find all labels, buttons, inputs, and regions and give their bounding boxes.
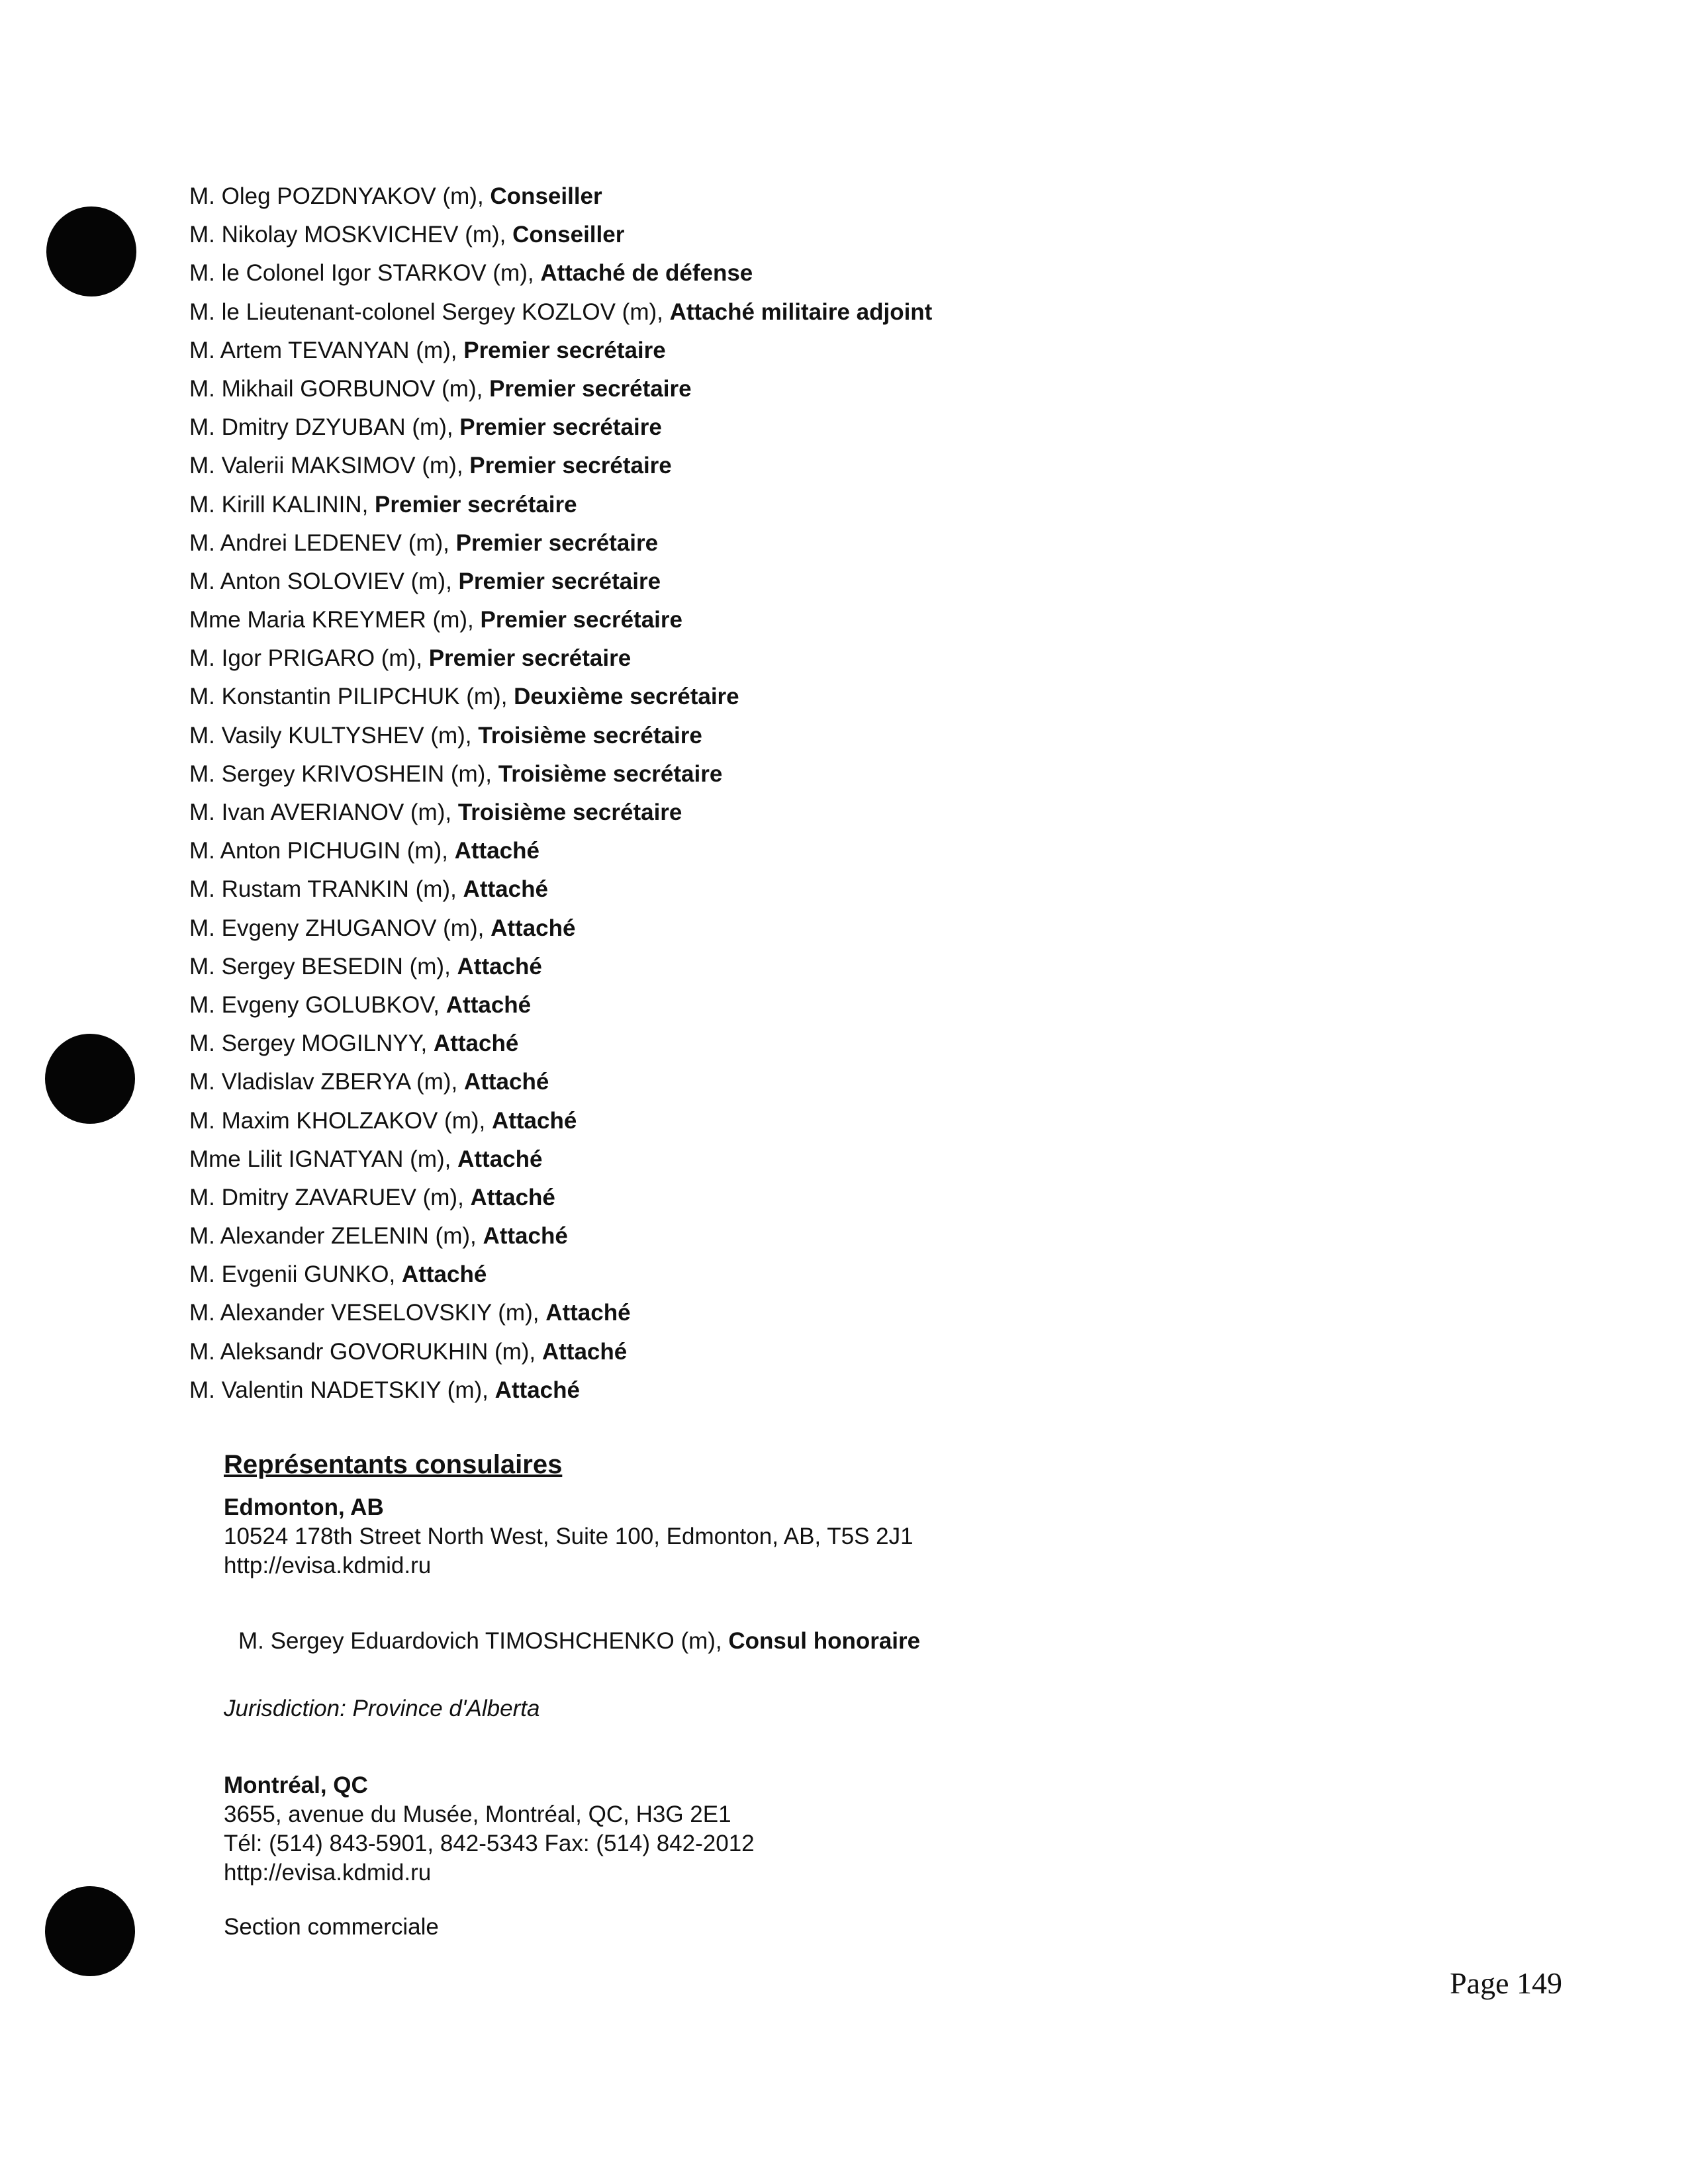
staff-entry: [189, 1063, 1381, 1101]
staff-entry: [189, 370, 1381, 408]
staff-entry: [189, 177, 1381, 216]
punch-hole: [46, 206, 136, 296]
staff-name: M. Vladislav ZBERYA (m),: [189, 1069, 464, 1095]
staff-title: Attaché: [545, 1300, 631, 1326]
staff-entry: [189, 1333, 1381, 1371]
staff-entry: [189, 717, 1381, 755]
staff-name: M. Dmitry DZYUBAN (m),: [189, 414, 460, 441]
staff-name: M. Evgeny ZHUGANOV (m),: [189, 915, 491, 941]
office-city: Montréal, QC: [224, 1772, 368, 1798]
staff-entry: [189, 678, 1381, 716]
staff-title: Conseiller: [512, 222, 625, 248]
staff-name: M. Rustam TRANKIN (m),: [189, 876, 463, 903]
staff-name: M. Nikolay MOSKVICHEV (m),: [189, 222, 513, 248]
staff-name: M. Igor PRIGARO (m),: [189, 645, 429, 672]
staff-entry: [189, 1371, 1381, 1410]
staff-entry: [189, 986, 1381, 1024]
staff-title: Premier secrétaire: [455, 529, 659, 556]
staff-name: M. Dmitry ZAVARUEV (m),: [189, 1184, 471, 1210]
staff-title: Attaché: [541, 1338, 628, 1365]
staff-entry: [189, 1102, 1381, 1140]
office-city: Edmonton, AB: [224, 1494, 384, 1520]
staff-title: Premier secrétaire: [480, 607, 682, 633]
staff-list: [189, 177, 1381, 1410]
staff-name: M. Mikhail GORBUNOV (m),: [189, 375, 490, 402]
staff-title: Premier secrétaire: [463, 337, 666, 363]
staff-name: M. Valentin NADETSKIY (m),: [189, 1377, 495, 1403]
punch-hole: [45, 1886, 135, 1976]
staff-entry: [189, 794, 1381, 832]
office-phone: Tél: (514) 843-5901, 842-5343 Fax: (514) 842-2012: [224, 1831, 755, 1856]
staff-entry: [189, 1179, 1381, 1217]
staff-title: Premier secrétaire: [459, 414, 662, 441]
staff-title: Attaché: [463, 1069, 549, 1095]
staff-title: Attaché: [463, 876, 548, 903]
staff-name: Mme Maria KREYMER (m),: [189, 607, 481, 633]
staff-title: Attaché: [457, 1146, 543, 1172]
commercial-section-label: Section commerciale: [224, 1914, 439, 1940]
staff-name: M. Aleksandr GOVORUKHIN (m),: [189, 1338, 542, 1365]
jurisdiction: Jurisdiction: Province d'Alberta: [224, 1696, 540, 1721]
office-montreal: [224, 1771, 1415, 1942]
staff-entry: [189, 639, 1381, 678]
staff-name: M. Kirill KALININ,: [189, 491, 375, 518]
staff-title: Attaché: [491, 915, 576, 941]
page-number: Page 149: [1450, 1966, 1562, 2000]
staff-entry: [189, 254, 1381, 293]
staff-title: Attaché: [454, 838, 539, 864]
staff-title: Troisième secrétaire: [457, 799, 682, 825]
staff-entry: [189, 755, 1381, 794]
staff-entry: [189, 870, 1381, 909]
staff-title: Premier secrétaire: [489, 375, 692, 402]
consular-section: [224, 1448, 1415, 1942]
staff-entry: [189, 601, 1381, 639]
consul-name: M. Sergey Eduardovich TIMOSHCHENKO (m),: [238, 1628, 729, 1654]
staff-name: M. le Lieutenant-colonel Sergey KOZLOV (m),: [189, 298, 670, 325]
staff-name: M. Valerii MAKSIMOV (m),: [189, 453, 470, 479]
staff-entry: [189, 1140, 1381, 1179]
staff-name: M. le Colonel Igor STARKOV (m),: [189, 260, 541, 287]
consul-title: Consul honoraire: [728, 1628, 921, 1654]
staff-name: M. Anton PICHUGIN (m),: [189, 838, 455, 864]
staff-name: M. Maxim KHOLZAKOV (m),: [189, 1107, 492, 1134]
staff-entry: [189, 948, 1381, 986]
staff-entry: [189, 332, 1381, 370]
staff-title: Premier secrétaire: [375, 491, 577, 518]
consul-entry: [224, 1627, 1415, 1656]
staff-entry: [189, 216, 1381, 254]
staff-entry: [189, 1294, 1381, 1332]
staff-title: Attaché: [483, 1223, 568, 1250]
staff-title: Attaché: [401, 1261, 487, 1288]
punch-hole: [45, 1034, 135, 1124]
staff-title: Troisième secrétaire: [478, 722, 702, 749]
staff-name: M. Konstantin PILIPCHUK (m),: [189, 684, 514, 710]
staff-entry: [189, 486, 1381, 524]
staff-name: Mme Lilit IGNATYAN (m),: [189, 1146, 458, 1172]
staff-name: M. Oleg POZDNYAKOV (m),: [189, 183, 491, 209]
staff-name: M. Alexander ZELENIN (m),: [189, 1223, 483, 1250]
staff-entry: [189, 1217, 1381, 1255]
staff-title: Deuxième secrétaire: [514, 684, 739, 710]
staff-name: M. Sergey BESEDIN (m),: [189, 953, 457, 979]
staff-title: Attaché: [433, 1030, 519, 1057]
office-address: 10524 178th Street North West, Suite 100, Edmonton, AB, T5S 2J1: [224, 1524, 914, 1549]
staff-entry: [189, 447, 1381, 485]
staff-title: Troisième secrétaire: [498, 760, 723, 787]
staff-name: M. Sergey MOGILNYY,: [189, 1030, 434, 1057]
staff-title: Attaché: [457, 953, 542, 979]
staff-entry: [189, 1255, 1381, 1294]
staff-name: M. Alexander VESELOVSKIY (m),: [189, 1300, 546, 1326]
staff-name: M. Vasily KULTYSHEV (m),: [189, 722, 479, 749]
office-edmonton: [224, 1493, 1415, 1723]
staff-entry: [189, 524, 1381, 563]
staff-title: Premier secrétaire: [469, 453, 672, 479]
staff-title: Attaché: [491, 1107, 577, 1134]
staff-name: M. Evgenii GUNKO,: [189, 1261, 402, 1288]
staff-title: Attaché: [445, 991, 532, 1018]
staff-entry: [189, 408, 1381, 447]
staff-name: M. Ivan AVERIANOV (m),: [189, 799, 458, 825]
staff-title: Premier secrétaire: [458, 568, 661, 594]
section-heading: Représentants consulaires: [224, 1450, 563, 1479]
staff-entry: [189, 832, 1381, 870]
staff-name: M. Andrei LEDENEV (m),: [189, 529, 456, 556]
staff-title: Conseiller: [490, 183, 602, 209]
staff-name: M. Evgeny GOLUBKOV,: [189, 991, 446, 1018]
staff-entry: [189, 1024, 1381, 1063]
staff-name: M. Sergey KRIVOSHEIN (m),: [189, 760, 498, 787]
office-web: http://evisa.kdmid.ru: [224, 1553, 432, 1578]
office-address: 3655, avenue du Musée, Montréal, QC, H3G 2E1: [224, 1801, 731, 1827]
staff-entry: [189, 293, 1381, 332]
staff-entry: [189, 563, 1381, 601]
staff-name: M. Anton SOLOVIEV (m),: [189, 568, 459, 594]
staff-entry: [189, 909, 1381, 948]
staff-title: Attaché de défense: [540, 260, 753, 287]
staff-title: Premier secrétaire: [428, 645, 632, 672]
staff-name: M. Artem TEVANYAN (m),: [189, 337, 464, 363]
staff-title: Attaché: [494, 1377, 580, 1403]
staff-title: Attaché: [470, 1184, 555, 1210]
office-web: http://evisa.kdmid.ru: [224, 1860, 432, 1886]
staff-title: Attaché militaire adjoint: [669, 298, 933, 325]
